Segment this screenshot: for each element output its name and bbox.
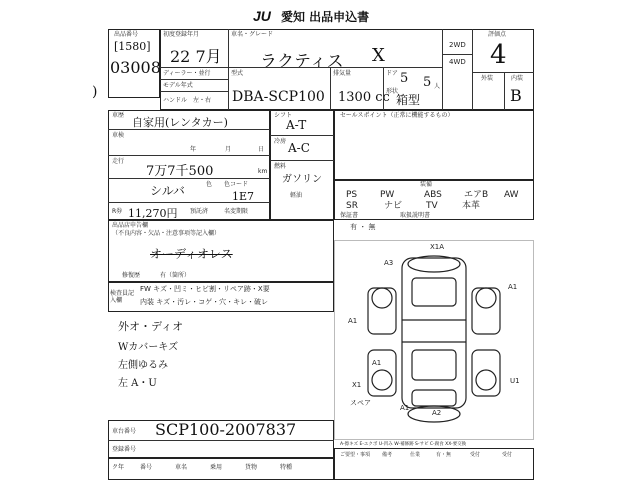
diagram-mark-a1-rear-left: A1: [400, 404, 410, 412]
color-code-label: 色コード: [224, 181, 249, 188]
lot-bracket-number: [1580]: [114, 40, 151, 53]
diagram-mark-a1-right: A1: [508, 283, 518, 291]
option-airbag: エアB: [464, 190, 489, 200]
diagram-mark-top: X1A: [430, 243, 445, 251]
divider: [330, 67, 331, 110]
footer-cell-5: 受付: [502, 452, 513, 458]
deposit-label: 預託済: [190, 208, 209, 215]
divider: [472, 72, 534, 73]
footer-cell-4: 受付: [470, 452, 481, 458]
grade-score: 4: [490, 40, 507, 70]
mileage-label: 走行: [112, 158, 125, 165]
remark-2: Wカバーキズ: [118, 342, 179, 353]
displacement-label: 排気量: [333, 70, 352, 77]
divider: [504, 72, 505, 110]
divider: [270, 160, 334, 161]
divider: [108, 202, 270, 203]
repair-value: 有（箇所）: [160, 272, 191, 279]
inspection-year: 年: [190, 146, 197, 153]
divider: [442, 29, 443, 110]
diagram-mark-a1-rear: A1: [372, 359, 382, 367]
options-box: [334, 180, 534, 220]
model-year-label: モデル年式: [163, 82, 193, 89]
color-code: 1E7: [232, 190, 255, 203]
remark-1: 外オ・ディオ: [118, 320, 184, 333]
divider: [108, 129, 270, 130]
chassis-number: SCP100-2007837: [155, 420, 297, 439]
footer-label-5: 貨物: [245, 464, 258, 471]
usage-value: 自家用(レンタカー): [132, 116, 228, 129]
diagram-legend: A-擦キズ E-エクボ U-凹み W-補修跡 S-サビ C-腐食 XX-要交換: [340, 442, 467, 447]
warranty: 有 ・ 無: [350, 223, 376, 231]
divider: [160, 67, 228, 68]
divider: [383, 67, 384, 110]
capacity-unit: 人: [434, 83, 441, 90]
footer-label-1: ク年: [112, 464, 125, 471]
usage-label: 車歴: [112, 112, 125, 119]
option-tv: TV: [426, 201, 438, 211]
option-aw: AW: [504, 190, 519, 200]
manual-label: 取扱説明書: [400, 212, 431, 219]
exterior-label: 外装: [481, 75, 494, 82]
diagram-mark-a1-left: A1: [348, 317, 358, 325]
auction-logo: [253, 6, 271, 25]
shape: 箱型: [396, 93, 421, 107]
divider: [442, 54, 472, 55]
footer-label-6: 特種: [280, 464, 293, 471]
shift: A-T: [286, 118, 307, 132]
sales-point-label: セールスポイント（正常に機能するもの）: [340, 112, 454, 119]
aircon-label: 冷房: [274, 138, 287, 145]
registration-label: 初度登録年月: [163, 31, 200, 38]
lot-number: 03008: [110, 58, 161, 77]
inspector-in-row: 内装 キズ・汚レ・コゲ・穴・キレ・破レ: [140, 298, 269, 306]
handle-marker: ): [92, 84, 98, 100]
displacement: 1300 cc: [338, 90, 390, 105]
diagram-mark-x1: X1: [352, 381, 362, 389]
diagram-mark-u1: U1: [510, 377, 520, 385]
footer-label-3: 車名: [175, 464, 188, 471]
diagram-mark-spare: スペア: [350, 399, 371, 407]
mileage: 7万7千500: [146, 164, 214, 179]
car-diagram: [350, 250, 520, 430]
inspection-month: 月: [225, 146, 232, 153]
color: シルバ: [150, 184, 185, 198]
chassis-label: 車台番号: [112, 428, 137, 435]
seller-label: 出品店申告欄: [112, 222, 149, 229]
mileage-unit: km: [258, 168, 268, 175]
divider: [108, 155, 270, 156]
diagram-mark-a3: A3: [384, 259, 394, 267]
footer-label-4: 乗用: [210, 464, 223, 471]
page-title: 愛知 出品申込書: [281, 10, 370, 24]
option-abs: ABS: [424, 190, 442, 200]
model-type-label: 型式: [231, 70, 244, 77]
divider: [160, 79, 228, 80]
options-label: 装備: [420, 181, 433, 188]
option-sr: SR: [346, 201, 358, 211]
fuel-label: 燃料: [274, 163, 287, 170]
registration-date: 22 7月: [170, 47, 222, 66]
capacity: 5: [423, 75, 432, 90]
registration-number-label: 登録番号: [112, 446, 137, 453]
footer-cell-1: 備考: [382, 452, 393, 458]
handle-label: ハンドル 左・右: [163, 97, 212, 104]
divider: [160, 91, 228, 92]
interior-grade: B: [510, 86, 522, 105]
fuel: ガソリン: [282, 174, 322, 185]
light-oil: 軽油: [290, 192, 303, 199]
inspector-label: 検査員記入欄: [110, 290, 135, 304]
drive-2wd: 2WD: [449, 41, 466, 49]
remark-4: 左 A・U: [118, 378, 157, 389]
interior-label: 内装: [511, 75, 524, 82]
divider: [228, 67, 442, 68]
car-name-label: 車名・グレード: [231, 31, 274, 38]
option-navi: ナビ: [384, 201, 403, 211]
divider: [228, 29, 229, 110]
remark-3: 左側ゆるみ: [118, 360, 168, 371]
footer-cell-3: 有・無: [436, 452, 452, 458]
inspection-label: 車検: [112, 132, 125, 139]
option-ps: PS: [346, 190, 358, 200]
aircon: A-C: [288, 141, 310, 155]
lot-label: 出品番号: [114, 31, 139, 38]
inspection-day: 日: [258, 146, 265, 153]
shape-label: 形状: [386, 88, 399, 95]
divider: [108, 440, 334, 441]
option-pw: PW: [380, 190, 395, 200]
inspector-fw-row: FW キズ・凹ミ・ヒビ割・リペア跡・X要: [140, 285, 270, 293]
struck-note: オーディオレス: [150, 247, 233, 261]
divider: [270, 135, 334, 136]
doors-label: ドア: [386, 70, 398, 77]
grade-label: 評価点: [488, 31, 507, 38]
doors: 5: [400, 71, 409, 86]
footer-right-label: ご要望・事項: [340, 452, 371, 458]
footer-label-2: 番号: [140, 464, 153, 471]
rename-label: 名変期限: [224, 208, 249, 215]
car-grade: X: [372, 45, 385, 66]
dealer-label: ディーラー・並行: [163, 70, 211, 77]
logo-text: JU: [253, 8, 271, 24]
recycle-amount: 11,270円: [128, 207, 178, 220]
drive-4wd: 4WD: [449, 58, 466, 66]
diagram-mark-a2: A2: [432, 409, 442, 417]
model-type: DBA-SCP100: [232, 89, 325, 105]
repair-label: 修復歴: [122, 272, 141, 279]
divider: [108, 178, 270, 179]
shift-label: シフト: [274, 112, 293, 119]
car-name: ラクティス: [260, 52, 344, 72]
option-leather: 本革: [462, 201, 481, 211]
recycle-label: R券: [112, 208, 123, 215]
divider: [472, 29, 473, 110]
seller-sub: （不良内容・欠品・注意事項等記入欄）: [112, 230, 221, 237]
footer-cell-2: 仕業: [410, 452, 421, 458]
color-label: 色: [206, 181, 213, 188]
spare-label: 保証書: [340, 212, 359, 219]
sales-point-box: [334, 110, 534, 180]
